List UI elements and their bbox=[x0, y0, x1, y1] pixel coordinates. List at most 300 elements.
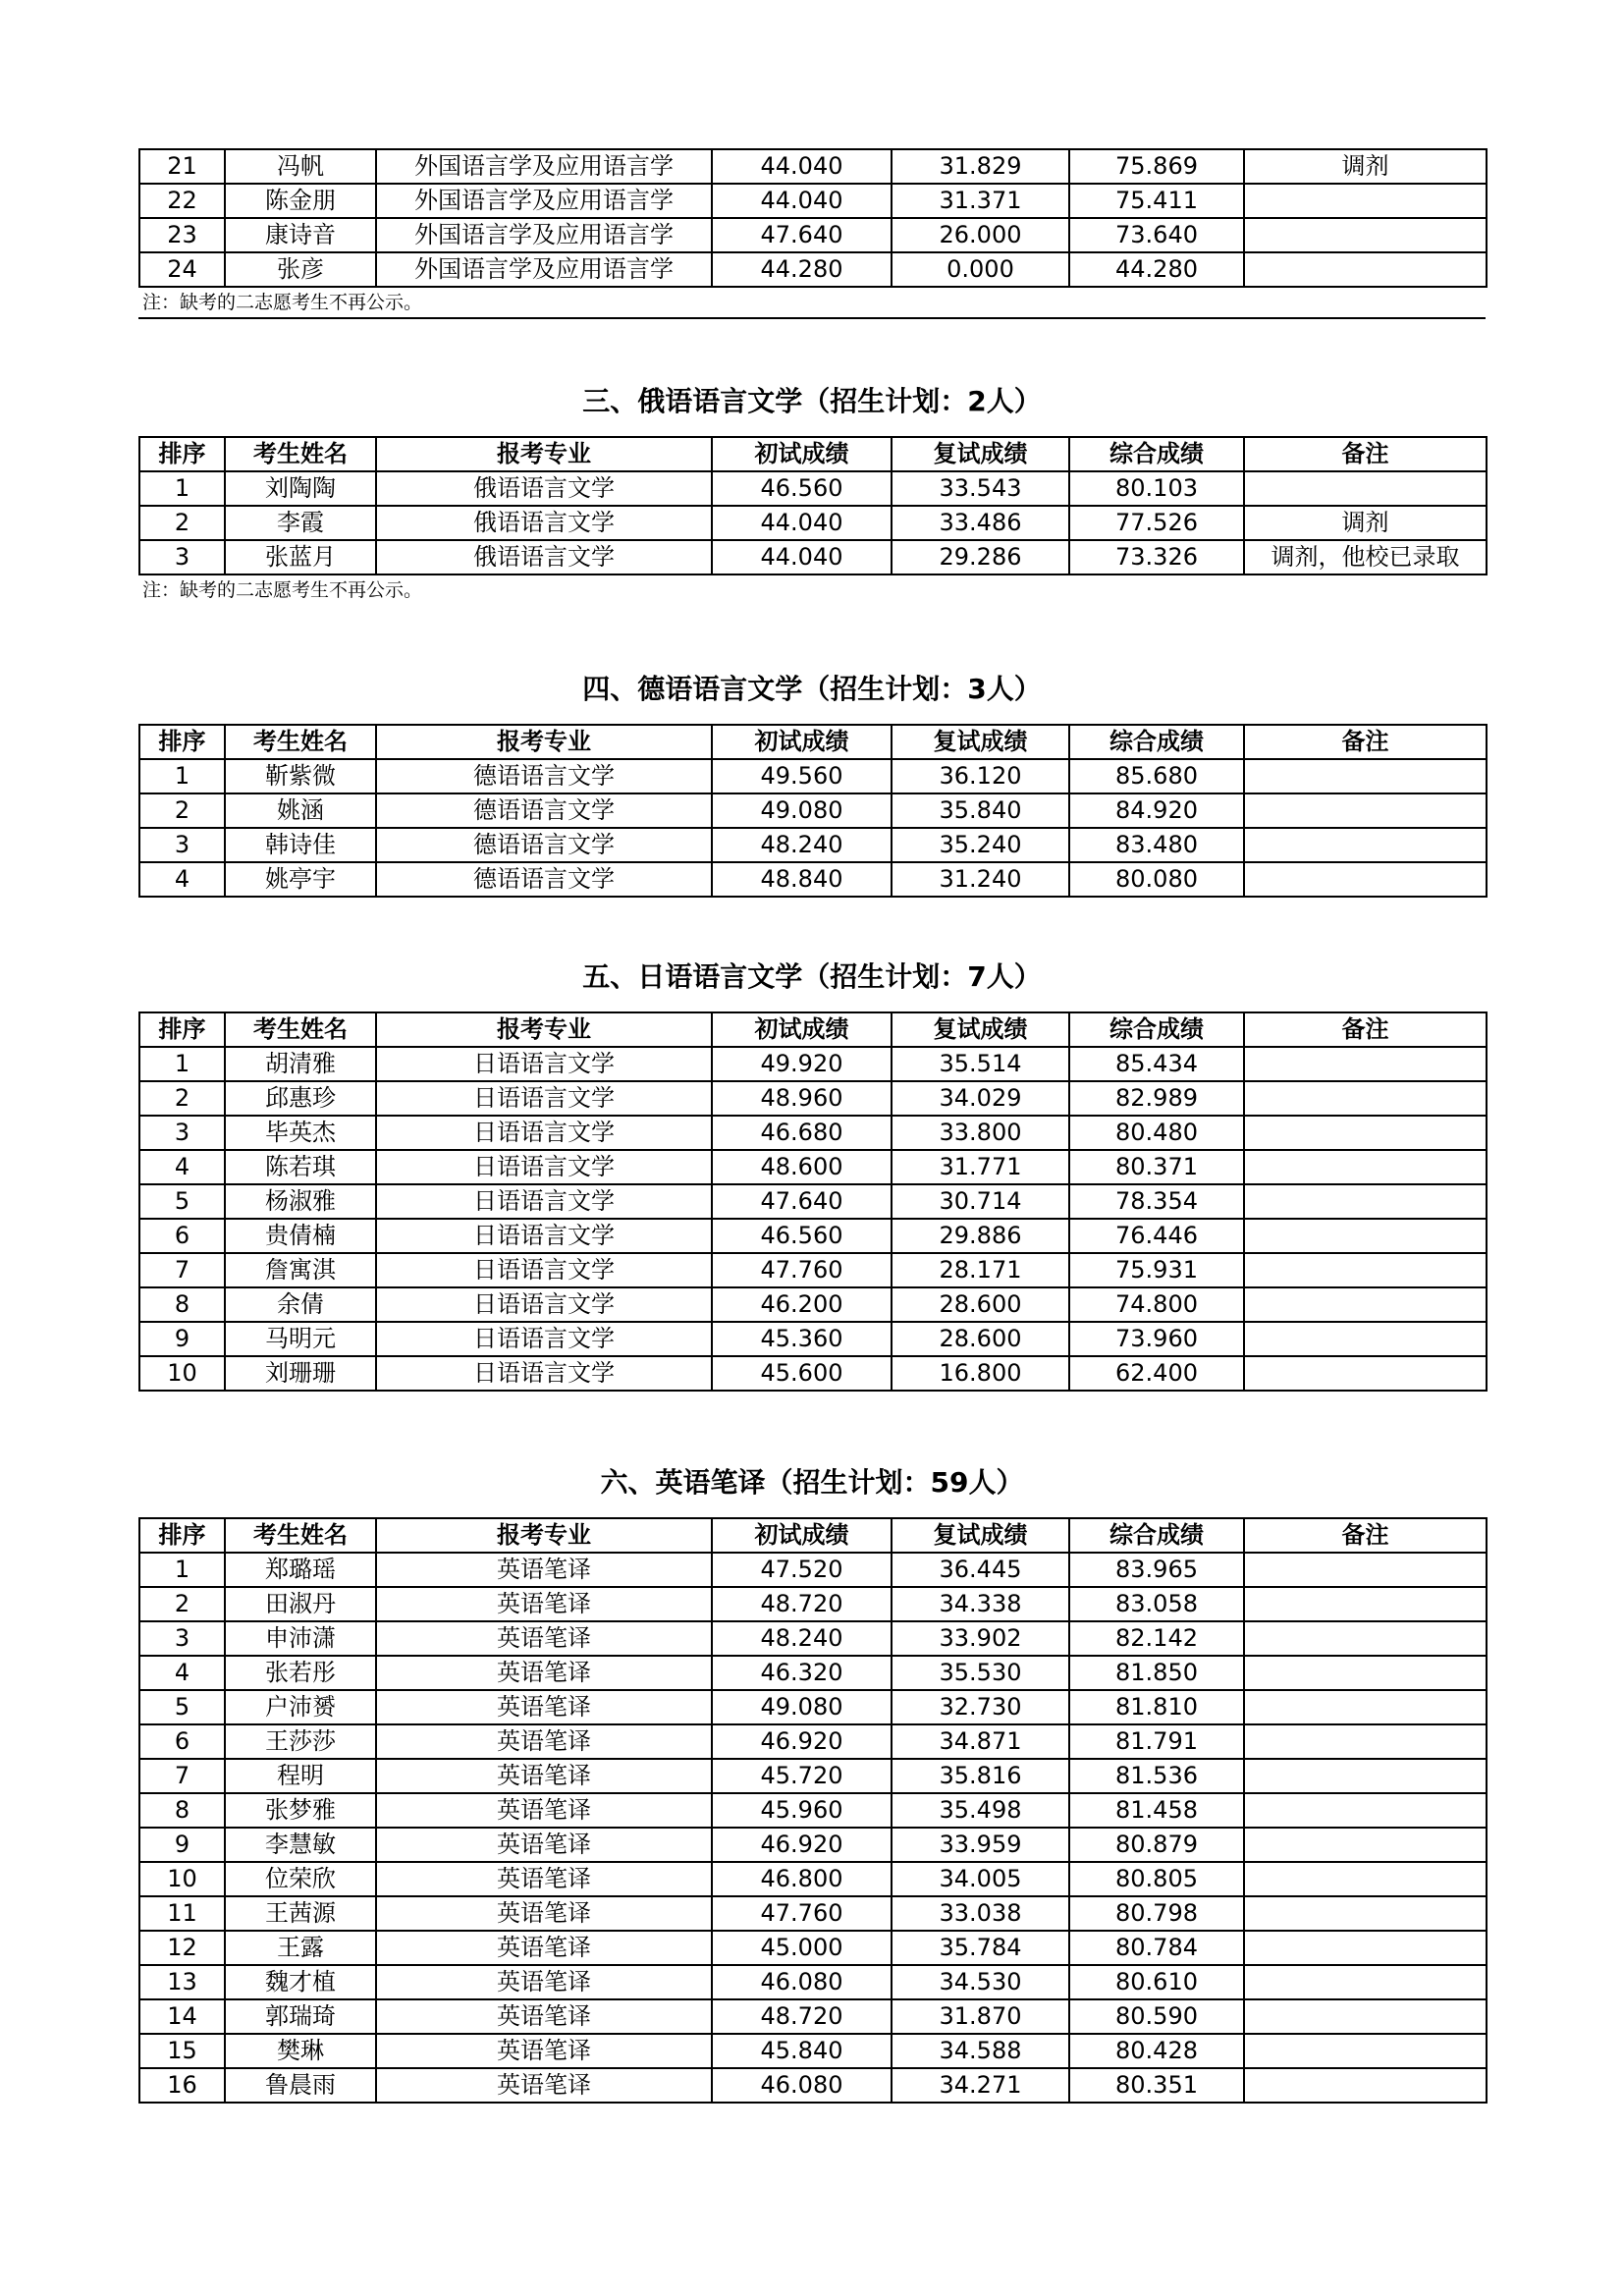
cell-prelim-score: 44.040 bbox=[712, 149, 892, 184]
table-row bbox=[139, 1150, 1487, 1184]
cell-prelim-score: 44.040 bbox=[712, 506, 892, 540]
cell-total-score: 80.805 bbox=[1069, 1862, 1244, 1896]
cell-remark bbox=[1244, 1931, 1487, 1965]
cell-remark bbox=[1244, 184, 1487, 218]
cell-remark bbox=[1244, 828, 1487, 862]
cell-total-score: 83.058 bbox=[1069, 1587, 1244, 1621]
cell-major: 俄语语言文学 bbox=[376, 471, 712, 506]
cell-remark bbox=[1244, 1184, 1487, 1219]
cell-retest-score: 31.771 bbox=[892, 1150, 1069, 1184]
cell-rank: 6 bbox=[139, 1219, 225, 1253]
cell-retest-score: 33.543 bbox=[892, 471, 1069, 506]
cell-retest-score: 34.029 bbox=[892, 1081, 1069, 1116]
cell-rank: 3 bbox=[139, 1621, 225, 1656]
cell-prelim-score: 49.080 bbox=[712, 1690, 892, 1724]
cell-total-score: 80.080 bbox=[1069, 862, 1244, 897]
table-row bbox=[139, 1356, 1487, 1391]
cell-major: 德语语言文学 bbox=[376, 793, 712, 828]
cell-major: 日语语言文学 bbox=[376, 1287, 712, 1322]
cell-major: 英语笔译 bbox=[376, 1931, 712, 1965]
cell-retest-score: 34.338 bbox=[892, 1587, 1069, 1621]
cell-major: 日语语言文学 bbox=[376, 1184, 712, 1219]
cell-prelim-score: 45.600 bbox=[712, 1356, 892, 1391]
column-header-total-score: 综合成绩 bbox=[1069, 1012, 1244, 1047]
cell-prelim-score: 49.920 bbox=[712, 1047, 892, 1081]
cell-name: 申沛潇 bbox=[225, 1621, 376, 1656]
table-row bbox=[139, 1656, 1487, 1690]
cell-name: 陈金朋 bbox=[225, 184, 376, 218]
section-title-english: 六、英语笔译（招生计划：59人） bbox=[600, 1466, 1024, 1499]
section-title-russian: 三、俄语语言文学（招生计划：2人） bbox=[582, 385, 1042, 417]
cell-name: 田淑丹 bbox=[225, 1587, 376, 1621]
cell-retest-score: 33.959 bbox=[892, 1828, 1069, 1862]
cell-remark bbox=[1244, 471, 1487, 506]
cell-total-score: 80.610 bbox=[1069, 1965, 1244, 1999]
cell-name: 冯帆 bbox=[225, 149, 376, 184]
cell-total-score: 73.326 bbox=[1069, 540, 1244, 574]
header-row bbox=[139, 725, 1487, 759]
table-row bbox=[139, 218, 1487, 252]
cell-major: 俄语语言文学 bbox=[376, 540, 712, 574]
cell-major: 英语笔译 bbox=[376, 1965, 712, 1999]
cell-prelim-score: 48.240 bbox=[712, 1621, 892, 1656]
cell-retest-score: 28.600 bbox=[892, 1322, 1069, 1356]
cell-remark bbox=[1244, 1287, 1487, 1322]
cell-rank: 2 bbox=[139, 793, 225, 828]
column-header-retest-score: 复试成绩 bbox=[892, 725, 1069, 759]
column-header-prelim-score: 初试成绩 bbox=[712, 1518, 892, 1553]
cell-retest-score: 35.784 bbox=[892, 1931, 1069, 1965]
cell-name: 余倩 bbox=[225, 1287, 376, 1322]
column-header-total-score: 综合成绩 bbox=[1069, 1518, 1244, 1553]
cell-name: 张若彤 bbox=[225, 1656, 376, 1690]
cell-name: 程明 bbox=[225, 1759, 376, 1793]
cell-name: 户沛赟 bbox=[225, 1690, 376, 1724]
cell-retest-score: 31.870 bbox=[892, 1999, 1069, 2034]
cell-name: 马明元 bbox=[225, 1322, 376, 1356]
section-title-japanese: 五、日语语言文学（招生计划：7人） bbox=[582, 960, 1042, 993]
cell-rank: 23 bbox=[139, 218, 225, 252]
cell-retest-score: 34.588 bbox=[892, 2034, 1069, 2068]
cell-rank: 10 bbox=[139, 1356, 225, 1391]
cell-name: 王茜源 bbox=[225, 1896, 376, 1931]
cell-retest-score: 36.120 bbox=[892, 759, 1069, 793]
cell-remark bbox=[1244, 1587, 1487, 1621]
header-row bbox=[139, 437, 1487, 471]
cell-major: 英语笔译 bbox=[376, 2034, 712, 2068]
cell-prelim-score: 46.920 bbox=[712, 1724, 892, 1759]
cell-rank: 11 bbox=[139, 1896, 225, 1931]
cell-rank: 3 bbox=[139, 540, 225, 574]
column-header-rank: 排序 bbox=[139, 437, 225, 471]
cell-remark bbox=[1244, 1047, 1487, 1081]
cell-name: 邱惠珍 bbox=[225, 1081, 376, 1116]
cell-rank: 1 bbox=[139, 471, 225, 506]
cell-remark bbox=[1244, 2034, 1487, 2068]
cell-retest-score: 28.171 bbox=[892, 1253, 1069, 1287]
cell-major: 日语语言文学 bbox=[376, 1116, 712, 1150]
header-row bbox=[139, 1518, 1487, 1553]
column-header-remark: 备注 bbox=[1244, 1518, 1487, 1553]
cell-prelim-score: 45.000 bbox=[712, 1931, 892, 1965]
cell-rank: 2 bbox=[139, 1587, 225, 1621]
cell-name: 樊琳 bbox=[225, 2034, 376, 2068]
cell-major: 日语语言文学 bbox=[376, 1150, 712, 1184]
cell-remark bbox=[1244, 1150, 1487, 1184]
cell-prelim-score: 49.080 bbox=[712, 793, 892, 828]
table-row bbox=[139, 1862, 1487, 1896]
cell-retest-score: 28.600 bbox=[892, 1287, 1069, 1322]
cell-major: 英语笔译 bbox=[376, 1862, 712, 1896]
cell-remark bbox=[1244, 1116, 1487, 1150]
column-header-name: 考生姓名 bbox=[225, 1012, 376, 1047]
cell-major: 日语语言文学 bbox=[376, 1253, 712, 1287]
cell-total-score: 82.142 bbox=[1069, 1621, 1244, 1656]
cell-name: 魏才植 bbox=[225, 1965, 376, 1999]
column-header-major: 报考专业 bbox=[376, 1518, 712, 1553]
cell-major: 英语笔译 bbox=[376, 1656, 712, 1690]
cell-major: 英语笔译 bbox=[376, 1690, 712, 1724]
section-english bbox=[138, 1517, 1486, 2104]
cell-remark bbox=[1244, 759, 1487, 793]
section-german bbox=[138, 724, 1486, 898]
cell-major: 外国语言学及应用语言学 bbox=[376, 252, 712, 287]
cell-remark bbox=[1244, 1828, 1487, 1862]
note-text: 注：缺考的二志愿考生不再公示。 bbox=[142, 579, 423, 601]
cell-prelim-score: 49.560 bbox=[712, 759, 892, 793]
column-header-retest-score: 复试成绩 bbox=[892, 1518, 1069, 1553]
cell-rank: 10 bbox=[139, 1862, 225, 1896]
cell-rank: 1 bbox=[139, 1553, 225, 1587]
cell-rank: 7 bbox=[139, 1759, 225, 1793]
cell-total-score: 78.354 bbox=[1069, 1184, 1244, 1219]
cell-total-score: 75.931 bbox=[1069, 1253, 1244, 1287]
cell-major: 外国语言学及应用语言学 bbox=[376, 149, 712, 184]
cell-total-score: 80.371 bbox=[1069, 1150, 1244, 1184]
column-header-remark: 备注 bbox=[1244, 1012, 1487, 1047]
cell-total-score: 83.965 bbox=[1069, 1553, 1244, 1587]
table-row bbox=[139, 2068, 1487, 2103]
divider bbox=[138, 317, 1486, 319]
cell-prelim-score: 46.680 bbox=[712, 1116, 892, 1150]
table-row bbox=[139, 1219, 1487, 1253]
column-header-prelim-score: 初试成绩 bbox=[712, 1012, 892, 1047]
table-row bbox=[139, 471, 1487, 506]
table-row bbox=[139, 1828, 1487, 1862]
cell-major: 外国语言学及应用语言学 bbox=[376, 184, 712, 218]
score-table bbox=[138, 436, 1488, 575]
cell-prelim-score: 45.720 bbox=[712, 1759, 892, 1793]
cell-name: 李霞 bbox=[225, 506, 376, 540]
cell-remark bbox=[1244, 1553, 1487, 1587]
cell-retest-score: 29.286 bbox=[892, 540, 1069, 574]
header-row bbox=[139, 1012, 1487, 1047]
cell-total-score: 80.879 bbox=[1069, 1828, 1244, 1862]
cell-retest-score: 31.371 bbox=[892, 184, 1069, 218]
cell-retest-score: 34.871 bbox=[892, 1724, 1069, 1759]
cell-major: 英语笔译 bbox=[376, 1587, 712, 1621]
cell-name: 张蓝月 bbox=[225, 540, 376, 574]
cell-major: 日语语言文学 bbox=[376, 1047, 712, 1081]
cell-prelim-score: 48.960 bbox=[712, 1081, 892, 1116]
cell-rank: 1 bbox=[139, 1047, 225, 1081]
cell-retest-score: 16.800 bbox=[892, 1356, 1069, 1391]
cell-name: 刘珊珊 bbox=[225, 1356, 376, 1391]
cell-prelim-score: 44.040 bbox=[712, 540, 892, 574]
cell-remark bbox=[1244, 218, 1487, 252]
table-row bbox=[139, 1587, 1487, 1621]
cell-prelim-score: 48.840 bbox=[712, 862, 892, 897]
column-header-remark: 备注 bbox=[1244, 437, 1487, 471]
cell-major: 德语语言文学 bbox=[376, 759, 712, 793]
table-row bbox=[139, 828, 1487, 862]
cell-rank: 4 bbox=[139, 862, 225, 897]
cell-total-score: 73.960 bbox=[1069, 1322, 1244, 1356]
cell-total-score: 82.989 bbox=[1069, 1081, 1244, 1116]
cell-total-score: 80.480 bbox=[1069, 1116, 1244, 1150]
cell-remark bbox=[1244, 1322, 1487, 1356]
cell-remark bbox=[1244, 1219, 1487, 1253]
cell-name: 姚涵 bbox=[225, 793, 376, 828]
table-row bbox=[139, 1759, 1487, 1793]
cell-major: 英语笔译 bbox=[376, 1896, 712, 1931]
cell-major: 英语笔译 bbox=[376, 1999, 712, 2034]
cell-total-score: 80.428 bbox=[1069, 2034, 1244, 2068]
cell-rank: 5 bbox=[139, 1184, 225, 1219]
cell-total-score: 44.280 bbox=[1069, 252, 1244, 287]
cell-retest-score: 35.530 bbox=[892, 1656, 1069, 1690]
cell-total-score: 80.103 bbox=[1069, 471, 1244, 506]
cell-name: 贵倩楠 bbox=[225, 1219, 376, 1253]
cell-retest-score: 0.000 bbox=[892, 252, 1069, 287]
section-japanese bbox=[138, 1011, 1486, 1392]
cell-retest-score: 26.000 bbox=[892, 218, 1069, 252]
cell-rank: 24 bbox=[139, 252, 225, 287]
cell-retest-score: 31.240 bbox=[892, 862, 1069, 897]
cell-remark bbox=[1244, 1965, 1487, 1999]
table-row bbox=[139, 1965, 1487, 1999]
cell-name: 郑璐瑶 bbox=[225, 1553, 376, 1587]
cell-prelim-score: 47.640 bbox=[712, 1184, 892, 1219]
cell-name: 康诗音 bbox=[225, 218, 376, 252]
cell-remark bbox=[1244, 1081, 1487, 1116]
cell-retest-score: 33.486 bbox=[892, 506, 1069, 540]
column-header-total-score: 综合成绩 bbox=[1069, 725, 1244, 759]
cell-rank: 1 bbox=[139, 759, 225, 793]
cell-prelim-score: 46.200 bbox=[712, 1287, 892, 1322]
cell-rank: 2 bbox=[139, 1081, 225, 1116]
cell-retest-score: 36.445 bbox=[892, 1553, 1069, 1587]
cell-rank: 3 bbox=[139, 1116, 225, 1150]
section-title-german: 四、德语语言文学（招生计划：3人） bbox=[582, 673, 1042, 705]
cell-major: 英语笔译 bbox=[376, 1621, 712, 1656]
cell-major: 外国语言学及应用语言学 bbox=[376, 218, 712, 252]
cell-total-score: 74.800 bbox=[1069, 1287, 1244, 1322]
cell-remark: 调剂 bbox=[1244, 506, 1487, 540]
cell-name: 李慧敏 bbox=[225, 1828, 376, 1862]
table-row bbox=[139, 1184, 1487, 1219]
note-text: 注：缺考的二志愿考生不再公示。 bbox=[142, 292, 423, 313]
table-row bbox=[139, 1931, 1487, 1965]
cell-remark bbox=[1244, 1896, 1487, 1931]
cell-retest-score: 33.038 bbox=[892, 1896, 1069, 1931]
cell-total-score: 81.810 bbox=[1069, 1690, 1244, 1724]
table-row bbox=[139, 252, 1487, 287]
cell-prelim-score: 45.960 bbox=[712, 1793, 892, 1828]
cell-rank: 12 bbox=[139, 1931, 225, 1965]
cell-total-score: 80.590 bbox=[1069, 1999, 1244, 2034]
cell-name: 毕英杰 bbox=[225, 1116, 376, 1150]
section-foreign-linguistics bbox=[138, 148, 1486, 319]
cell-name: 刘陶陶 bbox=[225, 471, 376, 506]
cell-major: 英语笔译 bbox=[376, 1793, 712, 1828]
cell-remark bbox=[1244, 1656, 1487, 1690]
table-row bbox=[139, 540, 1487, 574]
cell-rank: 9 bbox=[139, 1322, 225, 1356]
cell-total-score: 83.480 bbox=[1069, 828, 1244, 862]
cell-total-score: 85.434 bbox=[1069, 1047, 1244, 1081]
cell-prelim-score: 47.640 bbox=[712, 218, 892, 252]
cell-rank: 2 bbox=[139, 506, 225, 540]
cell-name: 张梦雅 bbox=[225, 1793, 376, 1828]
cell-major: 英语笔译 bbox=[376, 1759, 712, 1793]
cell-name: 陈若琪 bbox=[225, 1150, 376, 1184]
cell-prelim-score: 48.240 bbox=[712, 828, 892, 862]
cell-major: 德语语言文学 bbox=[376, 862, 712, 897]
cell-major: 英语笔译 bbox=[376, 1828, 712, 1862]
cell-prelim-score: 47.760 bbox=[712, 1253, 892, 1287]
cell-major: 英语笔译 bbox=[376, 1553, 712, 1587]
table-row bbox=[139, 862, 1487, 897]
cell-retest-score: 31.829 bbox=[892, 149, 1069, 184]
cell-rank: 5 bbox=[139, 1690, 225, 1724]
cell-remark bbox=[1244, 1621, 1487, 1656]
cell-remark: 调剂 bbox=[1244, 149, 1487, 184]
cell-retest-score: 30.714 bbox=[892, 1184, 1069, 1219]
cell-major: 日语语言文学 bbox=[376, 1356, 712, 1391]
table-row bbox=[139, 1287, 1487, 1322]
cell-remark bbox=[1244, 1999, 1487, 2034]
cell-total-score: 75.411 bbox=[1069, 184, 1244, 218]
cell-retest-score: 35.514 bbox=[892, 1047, 1069, 1081]
column-header-name: 考生姓名 bbox=[225, 725, 376, 759]
column-header-name: 考生姓名 bbox=[225, 1518, 376, 1553]
cell-remark bbox=[1244, 1724, 1487, 1759]
column-header-retest-score: 复试成绩 bbox=[892, 437, 1069, 471]
table-row bbox=[139, 1724, 1487, 1759]
cell-rank: 16 bbox=[139, 2068, 225, 2103]
cell-name: 鲁晨雨 bbox=[225, 2068, 376, 2103]
cell-retest-score: 35.240 bbox=[892, 828, 1069, 862]
cell-major: 日语语言文学 bbox=[376, 1219, 712, 1253]
column-header-name: 考生姓名 bbox=[225, 437, 376, 471]
cell-name: 胡清雅 bbox=[225, 1047, 376, 1081]
cell-major: 俄语语言文学 bbox=[376, 506, 712, 540]
cell-total-score: 81.791 bbox=[1069, 1724, 1244, 1759]
score-table bbox=[138, 1517, 1488, 2104]
cell-remark bbox=[1244, 2068, 1487, 2103]
table-row bbox=[139, 1999, 1487, 2034]
cell-major: 日语语言文学 bbox=[376, 1081, 712, 1116]
cell-total-score: 80.798 bbox=[1069, 1896, 1244, 1931]
cell-name: 詹寓淇 bbox=[225, 1253, 376, 1287]
cell-retest-score: 29.886 bbox=[892, 1219, 1069, 1253]
cell-remark bbox=[1244, 862, 1487, 897]
cell-rank: 8 bbox=[139, 1287, 225, 1322]
column-header-major: 报考专业 bbox=[376, 1012, 712, 1047]
cell-rank: 4 bbox=[139, 1656, 225, 1690]
cell-total-score: 62.400 bbox=[1069, 1356, 1244, 1391]
cell-rank: 15 bbox=[139, 2034, 225, 2068]
cell-total-score: 73.640 bbox=[1069, 218, 1244, 252]
cell-total-score: 81.458 bbox=[1069, 1793, 1244, 1828]
table-row bbox=[139, 1116, 1487, 1150]
cell-remark bbox=[1244, 793, 1487, 828]
column-header-rank: 排序 bbox=[139, 1518, 225, 1553]
table-row bbox=[139, 793, 1487, 828]
cell-prelim-score: 46.080 bbox=[712, 2068, 892, 2103]
table-row bbox=[139, 1322, 1487, 1356]
cell-remark bbox=[1244, 1793, 1487, 1828]
cell-remark: 调剂，他校已录取 bbox=[1244, 540, 1487, 574]
cell-total-score: 84.920 bbox=[1069, 793, 1244, 828]
cell-retest-score: 33.902 bbox=[892, 1621, 1069, 1656]
score-table bbox=[138, 724, 1488, 898]
cell-rank: 7 bbox=[139, 1253, 225, 1287]
column-header-prelim-score: 初试成绩 bbox=[712, 437, 892, 471]
column-header-remark: 备注 bbox=[1244, 725, 1487, 759]
table-row bbox=[139, 149, 1487, 184]
table-row bbox=[139, 1553, 1487, 1587]
cell-retest-score: 35.498 bbox=[892, 1793, 1069, 1828]
cell-retest-score: 35.816 bbox=[892, 1759, 1069, 1793]
table-row bbox=[139, 1690, 1487, 1724]
table-row bbox=[139, 2034, 1487, 2068]
column-header-retest-score: 复试成绩 bbox=[892, 1012, 1069, 1047]
table-row bbox=[139, 759, 1487, 793]
cell-remark bbox=[1244, 252, 1487, 287]
cell-name: 韩诗佳 bbox=[225, 828, 376, 862]
table-row bbox=[139, 1793, 1487, 1828]
column-header-rank: 排序 bbox=[139, 725, 225, 759]
table-row bbox=[139, 1081, 1487, 1116]
section-russian bbox=[138, 436, 1486, 605]
table-row bbox=[139, 1253, 1487, 1287]
table-row bbox=[139, 1621, 1487, 1656]
cell-remark bbox=[1244, 1253, 1487, 1287]
cell-prelim-score: 44.040 bbox=[712, 184, 892, 218]
cell-prelim-score: 46.560 bbox=[712, 471, 892, 506]
cell-retest-score: 34.530 bbox=[892, 1965, 1069, 1999]
cell-name: 位荣欣 bbox=[225, 1862, 376, 1896]
cell-name: 王莎莎 bbox=[225, 1724, 376, 1759]
column-header-total-score: 综合成绩 bbox=[1069, 437, 1244, 471]
cell-major: 英语笔译 bbox=[376, 2068, 712, 2103]
cell-prelim-score: 46.320 bbox=[712, 1656, 892, 1690]
cell-rank: 8 bbox=[139, 1793, 225, 1828]
cell-retest-score: 32.730 bbox=[892, 1690, 1069, 1724]
cell-rank: 9 bbox=[139, 1828, 225, 1862]
table-row bbox=[139, 184, 1487, 218]
cell-prelim-score: 48.720 bbox=[712, 1587, 892, 1621]
table-row bbox=[139, 1047, 1487, 1081]
cell-major: 日语语言文学 bbox=[376, 1322, 712, 1356]
cell-prelim-score: 48.600 bbox=[712, 1150, 892, 1184]
cell-rank: 3 bbox=[139, 828, 225, 862]
cell-total-score: 77.526 bbox=[1069, 506, 1244, 540]
cell-rank: 13 bbox=[139, 1965, 225, 1999]
column-header-prelim-score: 初试成绩 bbox=[712, 725, 892, 759]
